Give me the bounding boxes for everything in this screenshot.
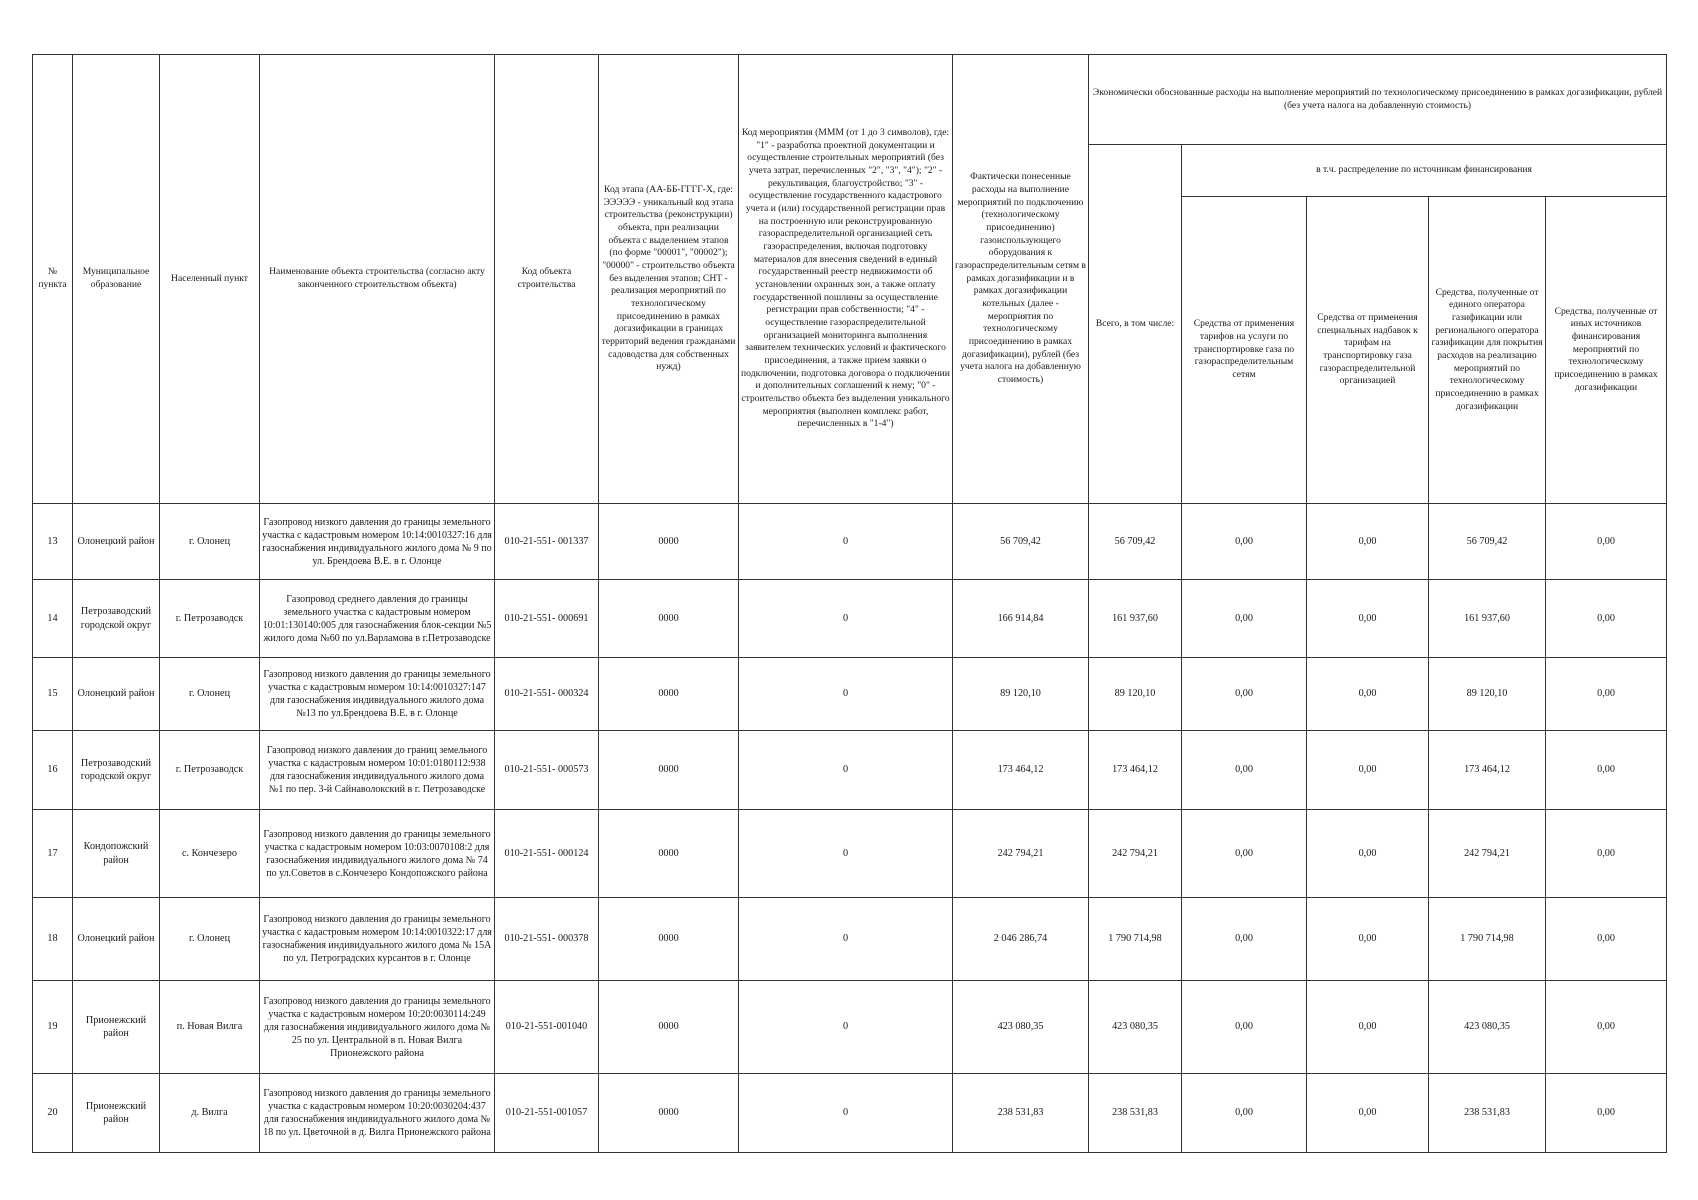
cell-object-code: 010-21-551-001057	[495, 1074, 599, 1153]
cell-actual-costs: 2 046 286,74	[953, 898, 1089, 981]
header-actual-costs: Фактически понесенные расходы на выполнение мероприятий по подключению (технологическому присоединению) газоиспользующего оборудования к газораспределительным сетям в рамках догазификации и в рамках догазификации котельных (далее - мероприятия по технологическому присоединению в рамках догазификации), рублей (без учета налога на добавленную стоимость)	[953, 55, 1089, 504]
cell-src-tariffs: 0,00	[1182, 898, 1307, 981]
cell-actual-costs: 173 464,12	[953, 731, 1089, 810]
cell-activity-code: 0	[739, 898, 953, 981]
cell-object-name: Газопровод низкого давления до границы земельного участка с кадастровым номером 10:14:0010322:17 для газоснабжения индивидуального жилого дома № 15А по ул. Петроградских курсантов в г. Олонце	[260, 898, 495, 981]
cell-activity-code: 0	[739, 810, 953, 898]
cell-object-code: 010-21-551- 000324	[495, 658, 599, 731]
cell-num: 16	[33, 731, 73, 810]
cell-src-tariffs: 0,00	[1182, 580, 1307, 658]
cell-object-name: Газопровод низкого давления до границы земельного участка с кадастровым номером 10:03:0070108:2 для газоснабжения индивидуального жилого дома № 74 по ул.Советов в с.Кончезеро Кондопожского района	[260, 810, 495, 898]
table-row	[33, 1074, 1667, 1153]
cell-stage-code: 0000	[599, 658, 739, 731]
cell-num: 15	[33, 658, 73, 731]
table-row	[33, 810, 1667, 898]
cell-settlement: п. Новая Вилга	[160, 981, 260, 1074]
gasification-costs-table	[32, 54, 1667, 1153]
cell-municipality: Прионежский район	[73, 981, 160, 1074]
header-object-code: Код объекта строительства	[495, 55, 599, 504]
cell-total: 242 794,21	[1089, 810, 1182, 898]
cell-stage-code: 0000	[599, 898, 739, 981]
cell-object-name: Газопровод низкого давления до границы земельного участка с кадастровым номером 10:14:0010327:16 для газоснабжения индивидуального жилого дома № 9 по ул. Брендоева В.Е. в г. Олонце	[260, 504, 495, 580]
cell-src-operator: 161 937,60	[1429, 580, 1546, 658]
cell-num: 14	[33, 580, 73, 658]
cell-src-markups: 0,00	[1307, 731, 1429, 810]
cell-activity-code: 0	[739, 731, 953, 810]
header-settlement: Населенный пункт	[160, 55, 260, 504]
cell-num: 17	[33, 810, 73, 898]
document-sheet	[32, 54, 1667, 1153]
cell-object-code: 010-21-551- 000378	[495, 898, 599, 981]
cell-src-markups: 0,00	[1307, 810, 1429, 898]
cell-src-operator: 56 709,42	[1429, 504, 1546, 580]
cell-settlement: г. Петрозаводск	[160, 580, 260, 658]
cell-total: 238 531,83	[1089, 1074, 1182, 1153]
header-economic-costs: Экономически обоснованные расходы на выполнение мероприятий по технологическому присоединению в рамках догазификации, рублей (без учета налога на добавленную стоимость)	[1089, 55, 1667, 145]
cell-stage-code: 0000	[599, 504, 739, 580]
table-row	[33, 981, 1667, 1074]
cell-stage-code: 0000	[599, 981, 739, 1074]
cell-src-tariffs: 0,00	[1182, 1074, 1307, 1153]
cell-total: 89 120,10	[1089, 658, 1182, 731]
cell-object-code: 010-21-551- 001337	[495, 504, 599, 580]
cell-src-operator: 242 794,21	[1429, 810, 1546, 898]
cell-src-other: 0,00	[1546, 1074, 1667, 1153]
cell-activity-code: 0	[739, 580, 953, 658]
header-src-tariffs: Средства от применения тарифов на услуги по транспортировке газа по газораспределительным сетям	[1182, 197, 1307, 504]
cell-src-operator: 173 464,12	[1429, 731, 1546, 810]
cell-activity-code: 0	[739, 658, 953, 731]
cell-num: 13	[33, 504, 73, 580]
cell-municipality: Кондопожский район	[73, 810, 160, 898]
header-activity-code: Код мероприятия (МММ (от 1 до 3 символов), где: "1" - разработка проектной документации и осуществление строительных мероприятий (без учета затрат, перечисленных "2", "3", "4"); "2" - рекультивация, благоустройство; "3" - осуществление государственного кадастрового учета и (или) государственной регистрации прав на построенную или реконструированную газораспределительной организацией сеть газораспределения, включая подготовку материалов для внесения сведений в единый государственный реестр недвижимости об установлении охранных зон, а также оплату государственной пошлины за осуществление регистрации прав собственности; "4" - осуществление газораспределительной организацией мониторинга выполнения заявителем технических условий и фактического присоединения, а также прием заявки о подключении, подготовка договора о подключении и дополнительных соглашений к нему; "0" - строительство объекта без выделения уникального мероприятия (выполнен комплекс работ, перечисленных в "1-4")	[739, 55, 953, 504]
cell-src-other: 0,00	[1546, 981, 1667, 1074]
header-src-markups: Средства от применения специальных надбавок к тарифам на транспортировку газа газораспределительной организацией	[1307, 197, 1429, 504]
cell-src-tariffs: 0,00	[1182, 981, 1307, 1074]
cell-object-code: 010-21-551-001040	[495, 981, 599, 1074]
cell-src-tariffs: 0,00	[1182, 504, 1307, 580]
header-stage-code: Код этапа (АА-ББ-ГГГГ-Х, где: ЭЭЭЭЭ - уникальный код этапа строительства (реконструкции) объекта, при реализации объекта с выделением этапов (по форме "00001", "00002"); "00000" - строительство объекта без выделения этапов; СНТ - реализация мероприятий по технологическому присоединению в рамках догазификации в границах территорий ведения гражданами садоводства для собственных нужд)	[599, 55, 739, 504]
cell-src-operator: 423 080,35	[1429, 981, 1546, 1074]
header-src-other: Средства, полученные от иных источников финансирования мероприятий по технологическому присоединению в рамках догазификации	[1546, 197, 1667, 504]
cell-src-other: 0,00	[1546, 731, 1667, 810]
table-row	[33, 898, 1667, 981]
cell-municipality: Прионежский район	[73, 1074, 160, 1153]
cell-municipality: Олонецкий район	[73, 898, 160, 981]
cell-municipality: Петрозаводский городской округ	[73, 731, 160, 810]
cell-activity-code: 0	[739, 504, 953, 580]
cell-object-name: Газопровод низкого давления до границы земельного участка с кадастровым номером 10:20:0030204:437 для газоснабжения индивидуального жилого дома № 18 по ул. Цветочной в д. Вилга Прионежского района	[260, 1074, 495, 1153]
cell-object-code: 010-21-551- 000124	[495, 810, 599, 898]
cell-src-operator: 1 790 714,98	[1429, 898, 1546, 981]
cell-stage-code: 0000	[599, 580, 739, 658]
cell-actual-costs: 423 080,35	[953, 981, 1089, 1074]
header-total: Всего, в том числе:	[1089, 145, 1182, 504]
cell-src-markups: 0,00	[1307, 658, 1429, 731]
cell-stage-code: 0000	[599, 731, 739, 810]
header-object-name: Наименование объекта строительства (согласно акту законченного строительством объекта)	[260, 55, 495, 504]
cell-actual-costs: 166 914,84	[953, 580, 1089, 658]
cell-settlement: г. Олонец	[160, 658, 260, 731]
cell-src-markups: 0,00	[1307, 898, 1429, 981]
cell-src-other: 0,00	[1546, 810, 1667, 898]
cell-src-markups: 0,00	[1307, 981, 1429, 1074]
cell-total: 173 464,12	[1089, 731, 1182, 810]
cell-stage-code: 0000	[599, 1074, 739, 1153]
cell-municipality: Петрозаводский городской округ	[73, 580, 160, 658]
cell-settlement: г. Петрозаводск	[160, 731, 260, 810]
cell-actual-costs: 242 794,21	[953, 810, 1089, 898]
cell-src-markups: 0,00	[1307, 580, 1429, 658]
cell-actual-costs: 238 531,83	[953, 1074, 1089, 1153]
table-row	[33, 580, 1667, 658]
cell-src-tariffs: 0,00	[1182, 810, 1307, 898]
cell-stage-code: 0000	[599, 810, 739, 898]
cell-total: 56 709,42	[1089, 504, 1182, 580]
cell-object-name: Газопровод низкого давления до границы земельного участка с кадастровым номером 10:14:0010327:147 для газоснабжения индивидуального жилого дома №13 по ул.Брендоева В.Е. в г. Олонце	[260, 658, 495, 731]
cell-object-name: Газопровод низкого давления до границы земельного участка с кадастровым номером 10:20:0030114:249 для газоснабжения индивидуального жилого дома № 25 по ул. Центральной в п. Новая Вилга Прионежского района	[260, 981, 495, 1074]
cell-num: 19	[33, 981, 73, 1074]
table-row	[33, 658, 1667, 731]
cell-object-code: 010-21-551- 000573	[495, 731, 599, 810]
cell-total: 161 937,60	[1089, 580, 1182, 658]
cell-settlement: г. Олонец	[160, 504, 260, 580]
cell-src-other: 0,00	[1546, 898, 1667, 981]
cell-activity-code: 0	[739, 1074, 953, 1153]
cell-total: 1 790 714,98	[1089, 898, 1182, 981]
cell-municipality: Олонецкий район	[73, 658, 160, 731]
cell-object-name: Газопровод среднего давления до границы земельного участка с кадастровым номером 10:01:130140:005 для газоснабжения блок-секции №5 жилого дома №60 по ул.Варламова в г.Петрозаводске	[260, 580, 495, 658]
table-row	[33, 731, 1667, 810]
cell-settlement: д. Вилга	[160, 1074, 260, 1153]
header-num: № пункта	[33, 55, 73, 504]
cell-num: 20	[33, 1074, 73, 1153]
cell-src-operator: 89 120,10	[1429, 658, 1546, 731]
cell-object-code: 010-21-551- 000691	[495, 580, 599, 658]
cell-settlement: с. Кончезеро	[160, 810, 260, 898]
cell-settlement: г. Олонец	[160, 898, 260, 981]
cell-src-markups: 0,00	[1307, 504, 1429, 580]
cell-src-other: 0,00	[1546, 580, 1667, 658]
header-municipality: Муниципальное образование	[73, 55, 160, 504]
table-row	[33, 504, 1667, 580]
cell-src-other: 0,00	[1546, 504, 1667, 580]
header-src-operator: Средства, полученные от единого оператора газификации или регионального оператора газификации для покрытия расходов на реализацию мероприятий по технологическому присоединению в рамках догазификации	[1429, 197, 1546, 504]
cell-src-operator: 238 531,83	[1429, 1074, 1546, 1153]
header-distribution: в т.ч. распределение по источникам финансирования	[1182, 145, 1667, 197]
cell-src-other: 0,00	[1546, 658, 1667, 731]
cell-src-tariffs: 0,00	[1182, 658, 1307, 731]
cell-actual-costs: 89 120,10	[953, 658, 1089, 731]
cell-object-name: Газопровод низкого давления до границ земельного участка с кадастровым номером 10:01:0180112:938 для газоснабжения индивидуального жилого дома №1 по пер. 3-й Сайнаволокский в г. Петрозаводске	[260, 731, 495, 810]
cell-actual-costs: 56 709,42	[953, 504, 1089, 580]
cell-num: 18	[33, 898, 73, 981]
cell-src-tariffs: 0,00	[1182, 731, 1307, 810]
cell-activity-code: 0	[739, 981, 953, 1074]
cell-total: 423 080,35	[1089, 981, 1182, 1074]
cell-municipality: Олонецкий район	[73, 504, 160, 580]
cell-src-markups: 0,00	[1307, 1074, 1429, 1153]
